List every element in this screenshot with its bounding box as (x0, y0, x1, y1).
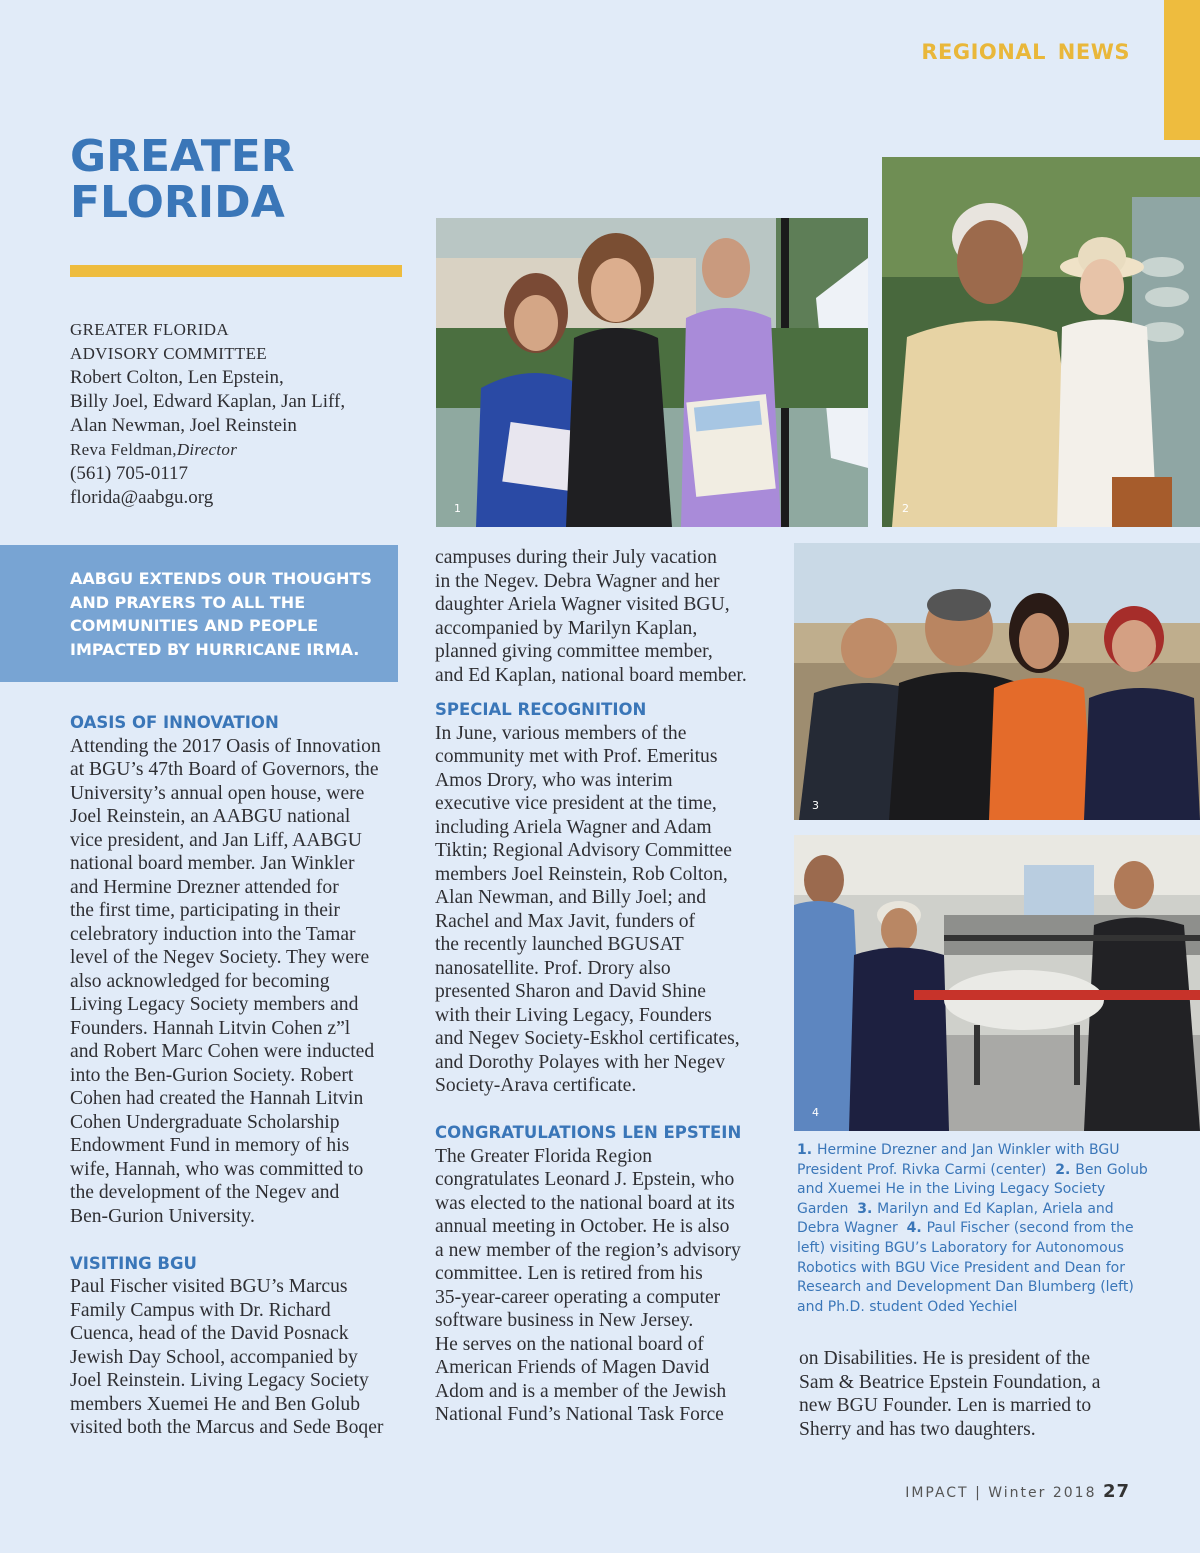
caption-photo-number: 3. (857, 1200, 878, 1217)
caption-text: left) visiting BGU’s Laboratory for Autonomous (797, 1239, 1124, 1256)
committee-member-line: Alan Newman, Joel Reinstein (70, 415, 297, 436)
oasis-body (70, 735, 415, 1229)
callout-line: AND PRAYERS TO ALL THE (70, 592, 306, 612)
body-text-line: congratulates Leonard J. Epstein, who (435, 1169, 735, 1190)
caption-text: President Prof. Rivka Carmi (center) (797, 1161, 1056, 1178)
body-text-line: on Disabilities. He is president of the (799, 1348, 1091, 1369)
photo-4-number: 4 (812, 1106, 819, 1119)
body-text-line: celebratory induction into the Tamar (70, 923, 356, 945)
body-text-line: into the Ben-Gurion Society. Robert (70, 1064, 354, 1086)
caption-text: Paul Fischer (second from the (926, 1220, 1134, 1237)
caption-photo-number: 2. (1055, 1161, 1076, 1178)
body-text-line: accompanied by Marilyn Kaplan, (435, 617, 698, 639)
body-text-line: Ben-Gurion University. (70, 1205, 255, 1227)
email-link[interactable]: florida@aabgu.org (70, 487, 214, 508)
committee-heading-1: GREATER FLORIDA (70, 320, 229, 339)
body-text-line: Sam & Beatrice Epstein Foundation, a (799, 1371, 1101, 1393)
director-title: Director (176, 440, 238, 459)
body-text-line: executive vice president at the time, (435, 793, 717, 814)
photo-4-image (794, 835, 1200, 1131)
column-2 (435, 546, 780, 1427)
photo-3-number: 3 (812, 799, 819, 812)
caption-line (797, 1298, 1142, 1318)
body-text-line: Family Campus with Dr. Richard (70, 1299, 331, 1321)
body-text-line: Cuenca, head of the David Posnack (70, 1323, 349, 1344)
column-3-body (799, 1347, 1144, 1441)
corner-tab (1164, 0, 1200, 140)
body-text-line: Sherry and has two daughters. (799, 1418, 1036, 1440)
section-label: REGIONAL NEWS (921, 40, 1130, 64)
body-text-line: in the Negev. Debra Wagner and her (435, 570, 720, 592)
caption-line (797, 1219, 1142, 1239)
body-text-line: new BGU Founder. Len is married to (799, 1395, 1092, 1416)
body-text-line: Amos Drory, who was interim (435, 769, 673, 791)
body-text-line: and Hermine Drezner attended for (70, 876, 339, 898)
body-text-line: Joel Reinstein, an AABGU national (70, 806, 351, 827)
body-text-line: committee. Len is retired from his (435, 1263, 703, 1284)
oasis-heading: OASIS OF INNOVATION (70, 713, 279, 732)
photo-caption (797, 1141, 1148, 1317)
body-text-line: the development of the Negev and (70, 1182, 340, 1203)
body-text-line: 35-year-career operating a computer (435, 1286, 721, 1308)
body-text-line: Alan Newman, and Billy Joel; and (435, 887, 706, 908)
special-recognition-body (435, 722, 780, 1098)
caption-text: Robotics with BGU Vice President and Dean for (797, 1259, 1126, 1276)
issue-label: Winter 2018 (988, 1485, 1097, 1501)
body-text-line: a new member of the region’s advisory (435, 1239, 741, 1261)
body-text-line: In June, various members of the (435, 722, 687, 744)
caption-line (797, 1161, 1148, 1181)
photo-1-image (436, 218, 868, 527)
body-text-line: visited both the Marcus and Sede Boqer (70, 1417, 384, 1438)
caption-text: Marilyn and Ed Kaplan, Ariela and (877, 1200, 1114, 1217)
column-3 (799, 1347, 1144, 1441)
body-text-line: including Ariela Wagner and Adam (435, 816, 712, 838)
caption-text: Ben Golub (1075, 1161, 1148, 1178)
congratulations-body (435, 1145, 780, 1427)
visiting-body (70, 1275, 415, 1440)
body-text-line: University’s annual open house, were (70, 782, 365, 804)
caption-line (797, 1180, 1142, 1200)
body-text-line: The Greater Florida Region (435, 1145, 653, 1167)
body-text-line: level of the Negev Society. They were (70, 947, 370, 968)
publication-name: IMPACT (905, 1485, 969, 1501)
caption-photo-number: 1. (797, 1142, 817, 1158)
body-text-line: Tiktin; Regional Advisory Committee (435, 840, 733, 861)
photo-3-image (794, 543, 1200, 820)
body-text-line: Society-Arava certificate. (435, 1075, 637, 1096)
callout-line: IMPACTED BY HURRICANE IRMA. (70, 639, 360, 659)
body-text-line: the recently launched BGUSAT (435, 934, 684, 955)
page-number: 27 (1102, 1481, 1130, 1502)
body-text-line: Adom and is a member of the Jewish (435, 1380, 727, 1402)
body-text-line: daughter Ariela Wagner visited BGU, (435, 594, 730, 615)
body-text-line: and Ed Kaplan, national board member. (435, 664, 747, 686)
special-recognition-heading: SPECIAL RECOGNITION (435, 700, 647, 719)
body-text-line: Rachel and Max Javit, funders of (435, 910, 696, 932)
caption-photo-number: 4. (906, 1220, 927, 1237)
body-text-line: presented Sharon and David Shine (435, 981, 706, 1002)
continued-body (435, 546, 780, 687)
body-text-line: Cohen Undergraduate Scholarship (70, 1111, 340, 1133)
photo-4 (794, 835, 1200, 1131)
footer-separator: | (975, 1485, 982, 1501)
body-text-line: Living Legacy Society members and (70, 994, 359, 1015)
caption-text: and Ph.D. student Oded Yechiel (797, 1298, 1018, 1315)
body-text-line: He serves on the national board of (435, 1333, 704, 1355)
body-text-line: software business in New Jersey. (435, 1310, 694, 1331)
committee-block (70, 318, 410, 510)
caption-line (797, 1141, 1142, 1161)
body-text-line: members Joel Reinstein, Rob Colton, (435, 863, 728, 885)
body-text-line: and Negev Society-Eskhol certificates, (435, 1028, 740, 1049)
caption-text: and Xuemei He in the Living Legacy Society (797, 1181, 1106, 1198)
body-text-line: planned giving committee member, (435, 641, 713, 662)
body-text-line: the first time, participating in their (70, 900, 340, 921)
body-text-line: community met with Prof. Emeritus (435, 746, 718, 767)
body-text-line: at BGU’s 47th Board of Governors, the (70, 759, 379, 780)
title-rule (70, 265, 402, 277)
body-text-line: American Friends of Magen David (435, 1357, 710, 1378)
photo-3 (794, 543, 1200, 820)
visiting-heading: VISITING BGU (70, 1253, 197, 1273)
page-title-line-2: FLORIDA (70, 177, 285, 228)
body-text-line: Attending the 2017 Oasis of Innovation (70, 735, 381, 757)
congratulations-heading: CONGRATULATIONS LEN EPSTEIN (435, 1123, 742, 1142)
caption-text: Hermine Drezner and Jan Winkler with BGU (816, 1142, 1120, 1158)
committee-member-line: Robert Colton, Len Epstein, (70, 367, 284, 388)
caption-line (797, 1200, 1142, 1220)
caption-line (797, 1239, 1142, 1259)
page-footer (850, 1481, 1130, 1502)
caption-text: Garden (797, 1200, 858, 1217)
committee-heading-2: ADVISORY COMMITTEE (70, 344, 267, 363)
body-text-line: campuses during their July vacation (435, 547, 717, 568)
photo-2-image (882, 157, 1200, 527)
photo-1-number: 1 (454, 502, 461, 515)
body-text-line: wife, Hannah, who was committed to (70, 1158, 364, 1180)
body-text-line: Joel Reinstein. Living Legacy Society (70, 1370, 369, 1391)
caption-line (797, 1259, 1142, 1279)
body-text-line: Endowment Fund in memory of his (70, 1135, 350, 1156)
body-text-line: Jewish Day School, accompanied by (70, 1346, 358, 1368)
director-line (70, 438, 410, 462)
body-text-line: Cohen had created the Hannah Litvin (70, 1088, 364, 1109)
body-text-line: nanosatellite. Prof. Drory also (435, 957, 671, 979)
body-text-line: vice president, and Jan Liff, AABGU (70, 829, 362, 851)
hurricane-callout (0, 545, 398, 682)
column-1 (70, 711, 415, 1440)
body-text-line: annual meeting in October. He is also (435, 1216, 730, 1237)
caption-line (797, 1278, 1142, 1298)
committee-member-line: Billy Joel, Edward Kaplan, Jan Liff, (70, 391, 346, 412)
body-text-line: Paul Fischer visited BGU’s Marcus (70, 1276, 348, 1297)
caption-text: Research and Development Dan Blumberg (left) (797, 1279, 1134, 1296)
body-text-line: with their Living Legacy, Founders (435, 1004, 712, 1026)
page-title (70, 131, 430, 228)
body-text-line: members Xuemei He and Ben Golub (70, 1393, 361, 1415)
photo-1 (436, 218, 868, 527)
body-text-line: Founders. Hannah Litvin Cohen z”l (70, 1017, 351, 1039)
director-name: Reva Feldman, (70, 440, 177, 459)
phone-number: (561) 705-0117 (70, 463, 189, 484)
body-text-line: also acknowledged for becoming (70, 970, 330, 992)
body-text-line: and Dorothy Polayes with her Negev (435, 1051, 726, 1073)
callout-line: COMMUNITIES AND PEOPLE (70, 616, 319, 635)
callout-line: AABGU EXTENDS OUR THOUGHTS (70, 569, 372, 588)
page-title-line-1: GREATER (70, 131, 295, 182)
body-text-line: national board member. Jan Winkler (70, 853, 355, 874)
photo-2 (882, 157, 1200, 527)
callout-text (70, 567, 390, 661)
photo-2-number: 2 (902, 502, 909, 515)
body-text-line: National Fund’s National Task Force (435, 1404, 724, 1425)
body-text-line: and Robert Marc Cohen were inducted (70, 1041, 375, 1062)
caption-text: Debra Wagner (797, 1220, 907, 1237)
body-text-line: was elected to the national board at its (435, 1192, 735, 1214)
